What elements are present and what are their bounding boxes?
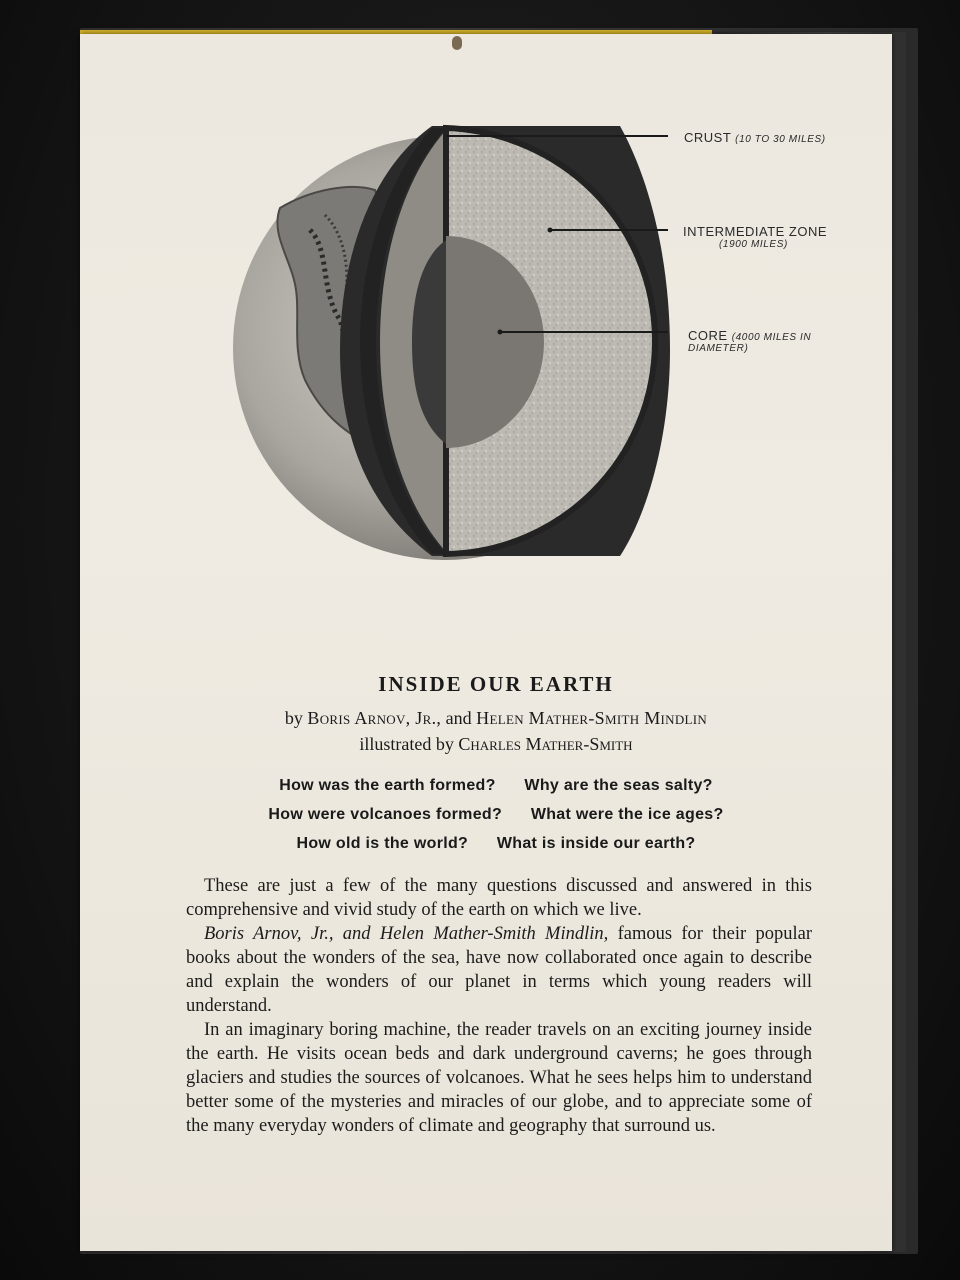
crust-label-name: CRUST — [684, 130, 732, 145]
book-title: INSIDE OUR EARTH — [378, 672, 614, 696]
illustrator: Charles Mather-Smith — [458, 734, 633, 754]
crust-label-detail: (10 TO 30 MILES) — [735, 134, 826, 145]
jacket-tear — [452, 36, 462, 50]
core-label-detail-1: (4000 MILES IN — [731, 332, 812, 343]
question: How old is the world? — [296, 835, 469, 852]
question: Why are the seas salty? — [524, 777, 713, 794]
paragraph-2 — [186, 922, 812, 1018]
cut-away-section — [340, 126, 670, 556]
core-label — [688, 328, 811, 354]
paragraph-1: These are just a few of the many questions discussed and answered in this comprehensive and vivid study of the earth on which we live. — [186, 876, 812, 920]
byline-conj: and — [445, 708, 472, 728]
paragraph-2-rest: famous for their popular books about the wonders of the sea, have now collaborated once again to describe and explain the wonders of our planet in terms which young readers will understand. — [186, 924, 812, 1016]
question: What is inside our earth? — [496, 835, 696, 852]
question-row-3 — [0, 835, 960, 853]
question: What were the ice ages? — [530, 806, 724, 823]
author-1: Boris Arnov, Jr., — [307, 708, 442, 728]
illustrator-byline — [0, 734, 960, 755]
author-2: Helen Mather-Smith Mindlin — [476, 708, 708, 728]
byline-prefix: by — [284, 708, 303, 728]
crust-label — [684, 130, 826, 145]
illustrated-prefix: illustrated by — [359, 734, 454, 754]
paragraph-2-authors: Boris Arnov, Jr., and Helen Mather-Smith Mindlin, — [204, 924, 609, 944]
question: How was the earth formed? — [279, 777, 496, 794]
intermediate-zone-label-detail: (1900 MILES) — [719, 239, 788, 250]
core-label-name: CORE — [688, 328, 728, 343]
description-text — [186, 874, 812, 1138]
author-byline — [0, 708, 960, 729]
paragraph-3: In an imaginary boring machine, the reader travels on an exciting journey inside the earth. He visits ocean beds and dark underground caverns; he goes through glaciers and studies the sources of volcanoes. What he sees helps him to understand better some of the mysteries and miracles of our globe, and to appreciate some of the many everyday wonders of climate and geography that surround us. — [186, 1020, 812, 1136]
question: How were volcanoes formed? — [268, 806, 503, 823]
intermediate-zone-label-name: INTERMEDIATE ZONE — [683, 224, 828, 239]
intermediate-zone-label — [683, 224, 827, 250]
question-row-1 — [0, 777, 960, 795]
question-row-2 — [0, 806, 960, 824]
core-label-detail-2: DIAMETER) — [688, 343, 749, 354]
